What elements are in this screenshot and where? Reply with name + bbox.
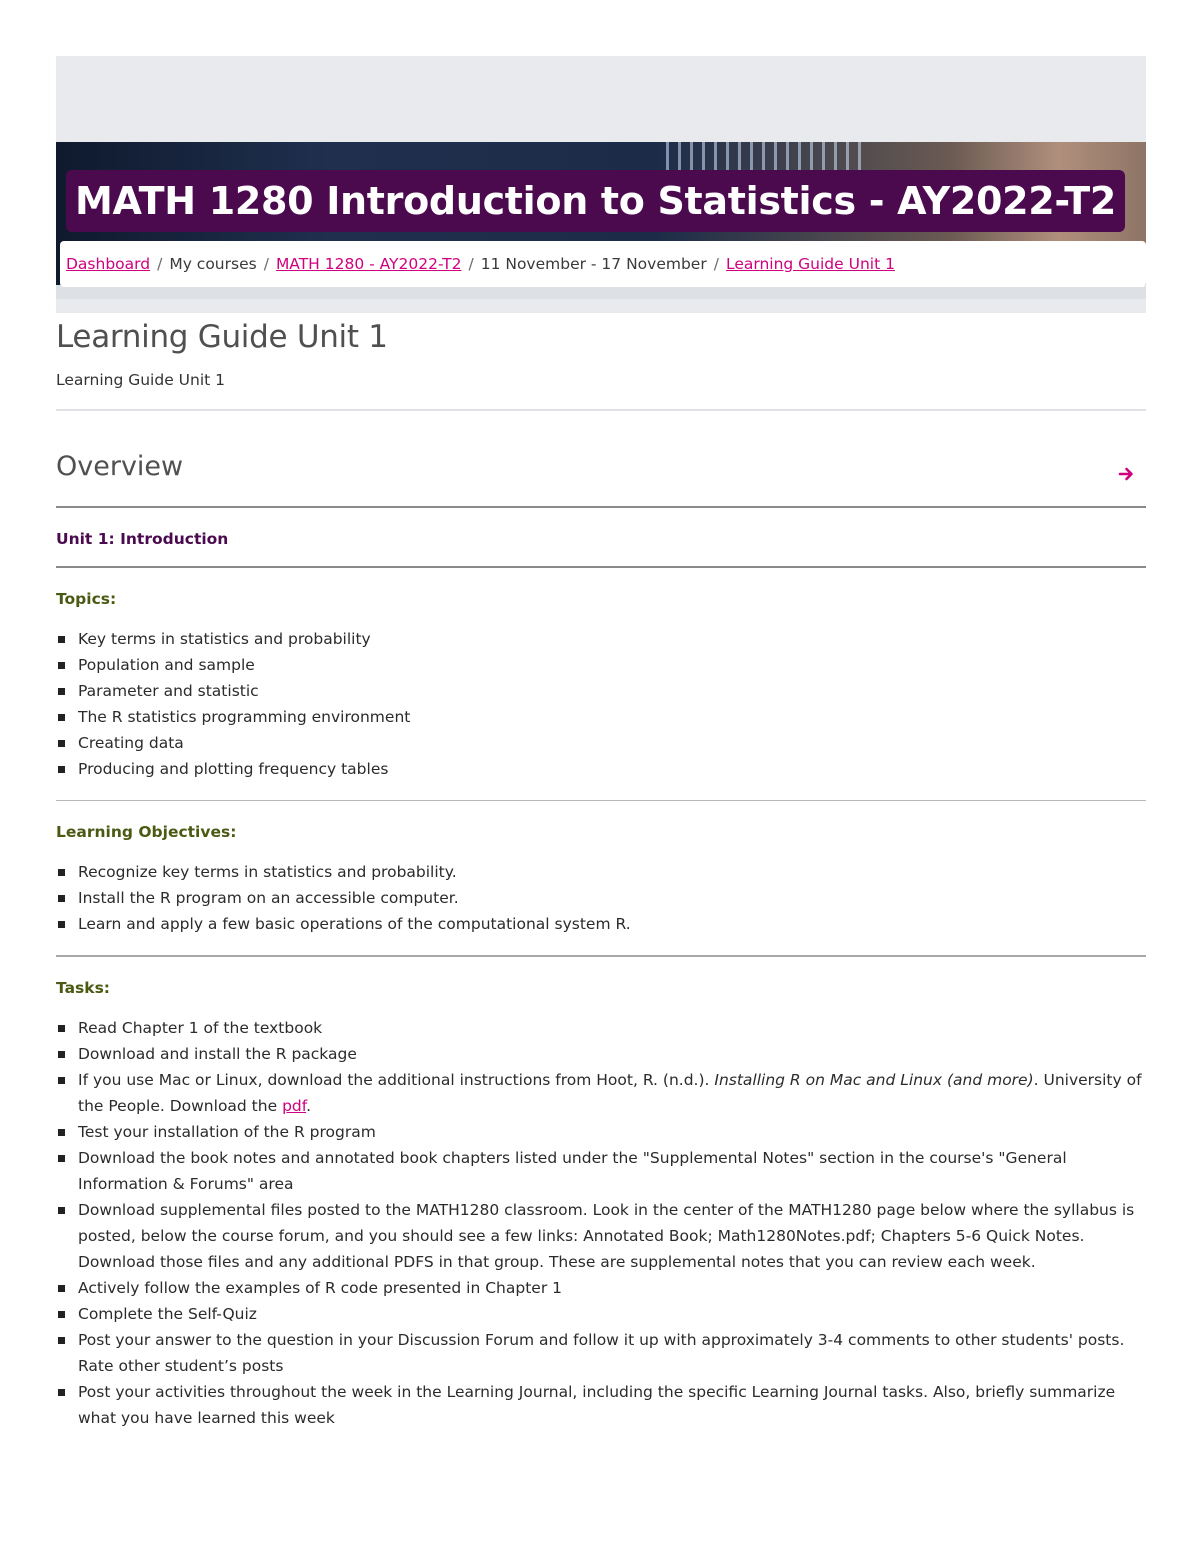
list-item: Parameter and statistic: [56, 678, 1146, 704]
list-item: Population and sample: [56, 652, 1146, 678]
breadcrumb: [60, 241, 1146, 287]
task-text: If you use Mac or Linux, download the additional instructions from Hoot, R. (n.d.).: [78, 1071, 715, 1089]
tasks-heading: Tasks:: [56, 979, 110, 997]
page-content: [56, 56, 1146, 1449]
list-item: Producing and plotting frequency tables: [56, 756, 1146, 782]
task-citation-title: Installing R on Mac and Linux (and more): [714, 1071, 1034, 1089]
list-item: Creating data: [56, 730, 1146, 756]
page-subtitle: Learning Guide Unit 1: [56, 371, 226, 389]
arrow-right-icon-svg: [1118, 466, 1134, 482]
banner-bottom-strip: [56, 285, 1146, 299]
list-item: Post your answer to the question in your Discussion Forum and follow it up with approximately 3-4 comments to other students' posts. Rate other student’s posts: [56, 1327, 1146, 1379]
page-title: Learning Guide Unit 1: [56, 319, 388, 355]
breadcrumb-week: 11 November - 17 November: [480, 255, 707, 273]
list-item: Actively follow the examples of R code presented in Chapter 1: [56, 1275, 1146, 1301]
pdf-download-link[interactable]: pdf: [282, 1097, 307, 1115]
divider: [56, 409, 1146, 411]
list-item: Key terms in statistics and probability: [56, 626, 1146, 652]
banner-decoration: [666, 142, 866, 170]
topics-list: [56, 626, 1146, 782]
list-item: Recognize key terms in statistics and probability.: [56, 859, 1146, 885]
breadcrumb-separator: /: [157, 255, 163, 273]
list-item: Read Chapter 1 of the textbook: [56, 1015, 1146, 1041]
divider: [56, 566, 1146, 568]
breadcrumb-current-page[interactable]: Learning Guide Unit 1: [725, 255, 895, 273]
header-top-bar: [56, 56, 1146, 142]
arrow-right-icon[interactable]: [1116, 466, 1136, 486]
objectives-list: [56, 859, 1146, 937]
list-item: Download and install the R package: [56, 1041, 1146, 1067]
list-item: Complete the Self-Quiz: [56, 1301, 1146, 1327]
task-text: .: [306, 1097, 312, 1115]
task-text: . University of the People. Download the: [78, 1071, 1142, 1115]
overview-title: Overview: [56, 451, 184, 482]
breadcrumb-course[interactable]: MATH 1280 - AY2022-T2: [275, 255, 462, 273]
header-bottom-bar: [56, 299, 1146, 313]
topics-heading: Topics:: [56, 590, 117, 608]
divider: [56, 506, 1146, 508]
breadcrumb-separator: /: [263, 255, 269, 273]
unit-title: Unit 1: Introduction: [56, 530, 229, 548]
breadcrumb-separator: /: [468, 255, 474, 273]
list-item: Test your installation of the R program: [56, 1119, 1146, 1145]
list-item: Download supplemental files posted to the MATH1280 classroom. Look in the center of the MATH1280 page below where the syllabus is posted, below the course forum, and you should see a few links: Annotated Book; Math1280Notes.pdf; Chapters 5-6 Quick Notes. Download those files and any additional PDFS in that group. These are supplemental notes that you can review each week.: [56, 1197, 1146, 1275]
course-banner: [56, 142, 1146, 299]
list-item: The R statistics programming environment: [56, 704, 1146, 730]
list-item: Post your activities throughout the week in the Learning Journal, including the specific Learning Journal tasks. Also, briefly summarize what you have learned this week: [56, 1379, 1146, 1431]
list-item: Install the R program on an accessible computer.: [56, 885, 1146, 911]
objectives-heading: Learning Objectives:: [56, 823, 237, 841]
course-title: MATH 1280 Introduction to Statistics - AY2022-T2: [66, 170, 1125, 232]
divider: [56, 955, 1146, 957]
breadcrumb-separator: /: [713, 255, 719, 273]
list-item: [56, 1067, 1146, 1119]
list-item: Learn and apply a few basic operations of the computational system R.: [56, 911, 1146, 937]
tasks-list: [56, 1015, 1146, 1431]
divider: [56, 800, 1146, 801]
list-item: Download the book notes and annotated book chapters listed under the "Supplemental Notes" section in the course's "General Information & Forums" area: [56, 1145, 1146, 1197]
breadcrumb-dashboard[interactable]: Dashboard: [66, 255, 151, 273]
breadcrumb-my-courses: My courses: [169, 255, 257, 273]
